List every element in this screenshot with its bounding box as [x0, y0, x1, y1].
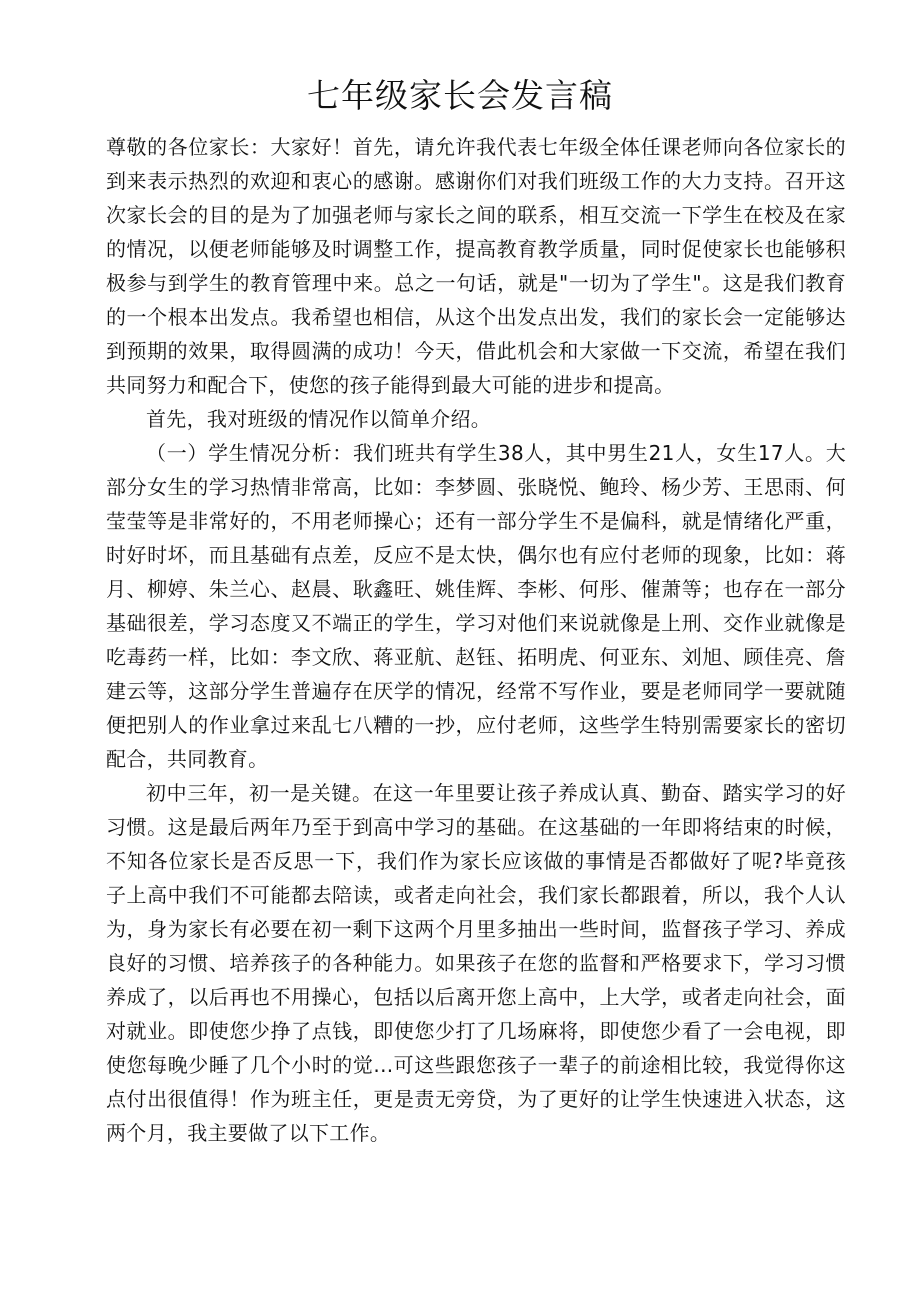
document-title: 七年级家长会发言稿	[307, 76, 613, 115]
paragraph-greeting: 尊敬的各位家长：大家好！首先，请允许我代表七年级全体任课老师向各位家长的到来表示热烈的欢迎和衷心的感谢。感谢你们对我们班级工作的大力支持。召开这次家长会的目的是为了加强老师与家长之间的联系，相互交流一下学生在校及在家的情况，以便老师能够及时调整工作，提高教育教学质量，同时促使家长也能够积极参与到学生的教育管理中来。总之一句话，就是"一切为了学生"。这是我们教育的一个根本出发点。我希望也相信，从这个出发点出发，我们的家长会一定能够达到预期的效果，取得圆满的成功！今天，借此机会和大家做一下交流，希望在我们共同努力和配合下，使您的孩子能得到最大可能的进步和提高。	[106, 135, 846, 397]
paragraph-intro: 首先，我对班级的情况作以简单介绍。	[146, 407, 492, 431]
document-body	[106, 130, 846, 1150]
paragraph-grade-one-key: 初中三年，初一是关键。在这一年里要让孩子养成认真、勤奋、踏实学习的好习惯。这是最后两年乃至于到高中学习的基础。在这基础的一年即将结束的时候，不知各位家长是否反思一下，我们作为家长应该做的事情是否都做好了呢?毕竟孩子上高中我们不可能都去陪读，或者走向社会，我们家长都跟着，所以，我个人认为，身为家长有必要在初一剩下这两个月里多抽出一些时间，监督孩子学习、养成良好的习惯、培养孩子的各种能力。如果孩子在您的监督和严格要求下，学习习惯养成了，以后再也不用操心，包括以后离开您上高中，上大学，或者走向社会，面对就业。即使您少挣了点钱，即使您少打了几场麻将，即使您少看了一会电视，即使您每晚少睡了几个小时的觉...可这些跟您孩子一辈子的前途相比较，我觉得你这点付出很值得！作为班主任，更是责无旁贷，为了更好的让学生快速进入状态，这两个月，我主要做了以下工作。	[106, 781, 846, 1145]
paragraph-student-analysis: （一）学生情况分析：我们班共有学生38人，其中男生21人，女生17人。大部分女生的学习热情非常高，比如：李梦圆、张晓悦、鲍玲、杨少芳、王思雨、何莹莹等是非常好的，不用老师操心；还有一部分学生不是偏科，就是情绪化严重，时好时坏，而且基础有点差，反应不是太快，偶尔也有应付老师的现象，比如：蒋月、柳婷、朱兰心、赵晨、耿鑫旺、姚佳辉、李彬、何彤、催萧等；也存在一部分基础很差，学习态度又不端正的学生，学习对他们来说就像是上刑、交作业就像是吃毒药一样，比如：李文欣、蒋亚航、赵钰、拓明虎、何亚东、刘旭、顾佳亮、詹建云等，这部分学生普遍存在厌学的情况，经常不写作业，要是老师同学一要就随便把别人的作业拿过来乱七八糟的一抄，应付老师，这些学生特别需要家长的密切配合，共同教育。	[106, 441, 846, 771]
